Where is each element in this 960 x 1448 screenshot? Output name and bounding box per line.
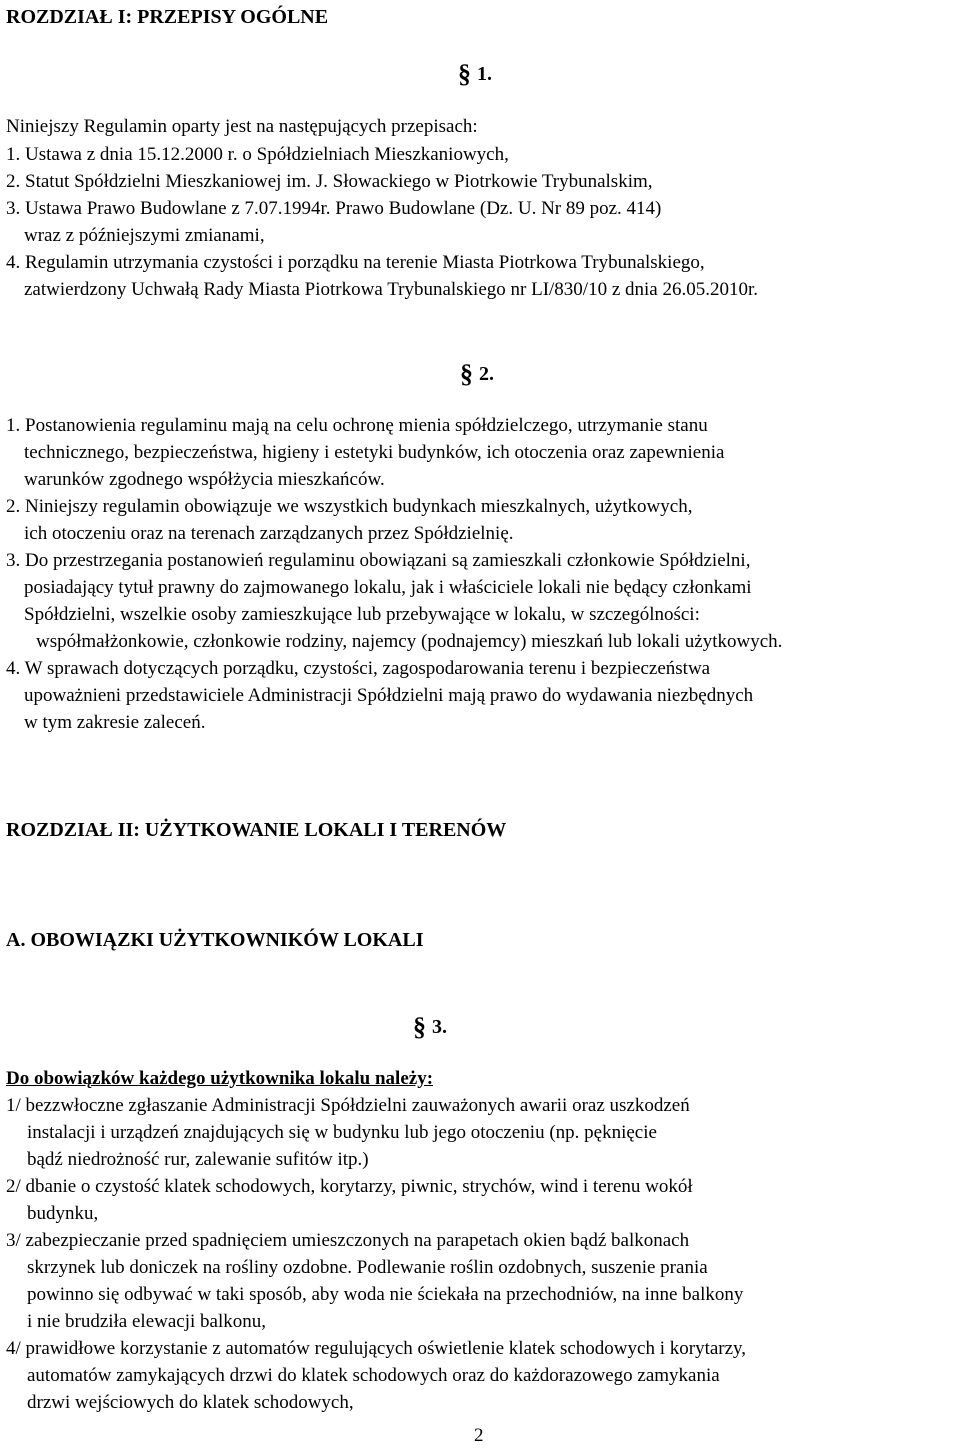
section-number: 3.	[432, 1016, 447, 1038]
paragraph-line: 3. Do przestrzegania postanowień regulaminu obowiązani są zamieszkali członkowie Spółdzielni,	[6, 550, 751, 571]
section-3-heading	[413, 1014, 447, 1040]
section-symbol: §	[458, 59, 471, 88]
list-item-continuation: zatwierdzony Uchwałą Rady Miasta Piotrkowa Trybunalskiego nr LI/830/10 z dnia 26.05.2010r.	[24, 279, 759, 300]
list-item: 4. Regulamin utrzymania czystości i porządku na terenie Miasta Piotrkowa Trybunalskiego,	[6, 252, 705, 273]
duty-line: powinno się odbywać w taki sposób, aby woda nie ściekała na przechodniów, na inne balkony	[27, 1284, 744, 1305]
paragraph-line: upoważnieni przedstawiciele Administracji Spółdzielni mają prawo do wydawania niezbędnych	[24, 685, 754, 706]
section-symbol: §	[413, 1012, 426, 1041]
page-number: 2	[474, 1425, 484, 1446]
duty-line: skrzynek lub doniczek na rośliny ozdobne. Podlewanie roślin ozdobnych, suszenie prania	[27, 1257, 708, 1278]
duty-line: automatów zamykających drzwi do klatek schodowych oraz do każdorazowego zamykania	[27, 1365, 720, 1386]
paragraph-line: technicznego, bezpieczeństwa, higieny i estetyki budynków, ich otoczenia oraz zapewnienia	[24, 442, 725, 463]
paragraph-line: w tym zakresie zaleceń.	[24, 712, 206, 733]
duty-line: bądź niedrożność rur, zalewanie sufitów itp.)	[27, 1149, 369, 1170]
chapter1-title: ROZDZIAŁ I: PRZEPISY OGÓLNE	[6, 6, 329, 28]
duty-line: 2/ dbanie o czystość klatek schodowych, korytarzy, piwnic, strychów, wind i terenu wokół	[6, 1176, 693, 1197]
section-number: 2.	[479, 363, 494, 385]
duty-line: drzwi wejściowych do klatek schodowych,	[27, 1392, 354, 1413]
paragraph-line: posiadający tytuł prawny do zajmowanego lokalu, jak i właściciele lokali nie będący członkami	[24, 577, 752, 598]
paragraph-line: Spółdzielni, wszelkie osoby zamieszkujące lub przebywające w lokalu, w szczególności:	[24, 604, 700, 625]
section-1-heading	[458, 61, 492, 87]
chapter2-subtitle: A. OBOWIĄZKI UŻYTKOWNIKÓW LOKALI	[6, 929, 424, 951]
duty-line: instalacji i urządzeń znajdujących się w budynku lub jego otoczeniu (np. pęknięcie	[27, 1122, 657, 1143]
duty-line: 3/ zabezpieczanie przed spadnięciem umieszczonych na parapetach okien bądź balkonach	[6, 1230, 690, 1251]
paragraph-line: współmałżonkowie, członkowie rodziny, najemcy (podnajemcy) mieszkań lub lokali użytkowych.	[36, 631, 783, 652]
duty-line: budynku,	[27, 1203, 99, 1224]
paragraph-line: 1. Postanowienia regulaminu mają na celu ochronę mienia spółdzielczego, utrzymanie stanu	[6, 415, 708, 436]
duties-lead: Do obowiązków każdego użytkownika lokalu należy:	[6, 1068, 434, 1089]
chapter2-title: ROZDZIAŁ II: UŻYTKOWANIE LOKALI I TERENÓW	[6, 819, 507, 841]
paragraph-line: 2. Niniejszy regulamin obowiązuje we wszystkich budynkach mieszkalnych, użytkowych,	[6, 496, 693, 517]
paragraph-line: ich otoczeniu oraz na terenach zarządzanych przez Spółdzielnię.	[24, 523, 514, 544]
intro-text: Niniejszy Regulamin oparty jest na następujących przepisach:	[6, 116, 478, 137]
list-item: 3. Ustawa Prawo Budowlane z 7.07.1994r. Prawo Budowlane (Dz. U. Nr 89 poz. 414)	[6, 198, 662, 219]
list-item-continuation: wraz z późniejszymi zmianami,	[24, 225, 265, 246]
section-number: 1.	[477, 63, 492, 85]
section-symbol: §	[460, 359, 473, 388]
list-item: 2. Statut Spółdzielni Mieszkaniowej im. J. Słowackiego w Piotrkowie Trybunalskim,	[6, 171, 653, 192]
duty-line: i nie brudziła elewacji balkonu,	[27, 1311, 266, 1332]
paragraph-line: 4. W sprawach dotyczących porządku, czystości, zagospodarowania terenu i bezpieczeństwa	[6, 658, 711, 679]
list-item: 1. Ustawa z dnia 15.12.2000 r. o Spółdzielniach Mieszkaniowych,	[6, 144, 509, 165]
section-2-heading	[460, 361, 494, 387]
paragraph-line: warunków zgodnego współżycia mieszkańców.	[24, 469, 385, 490]
duty-line: 1/ bezzwłoczne zgłaszanie Administracji Spółdzielni zauważonych awarii oraz uszkodzeń	[6, 1095, 690, 1116]
duty-line: 4/ prawidłowe korzystanie z automatów regulujących oświetlenie klatek schodowych i korytarzy,	[6, 1338, 747, 1359]
